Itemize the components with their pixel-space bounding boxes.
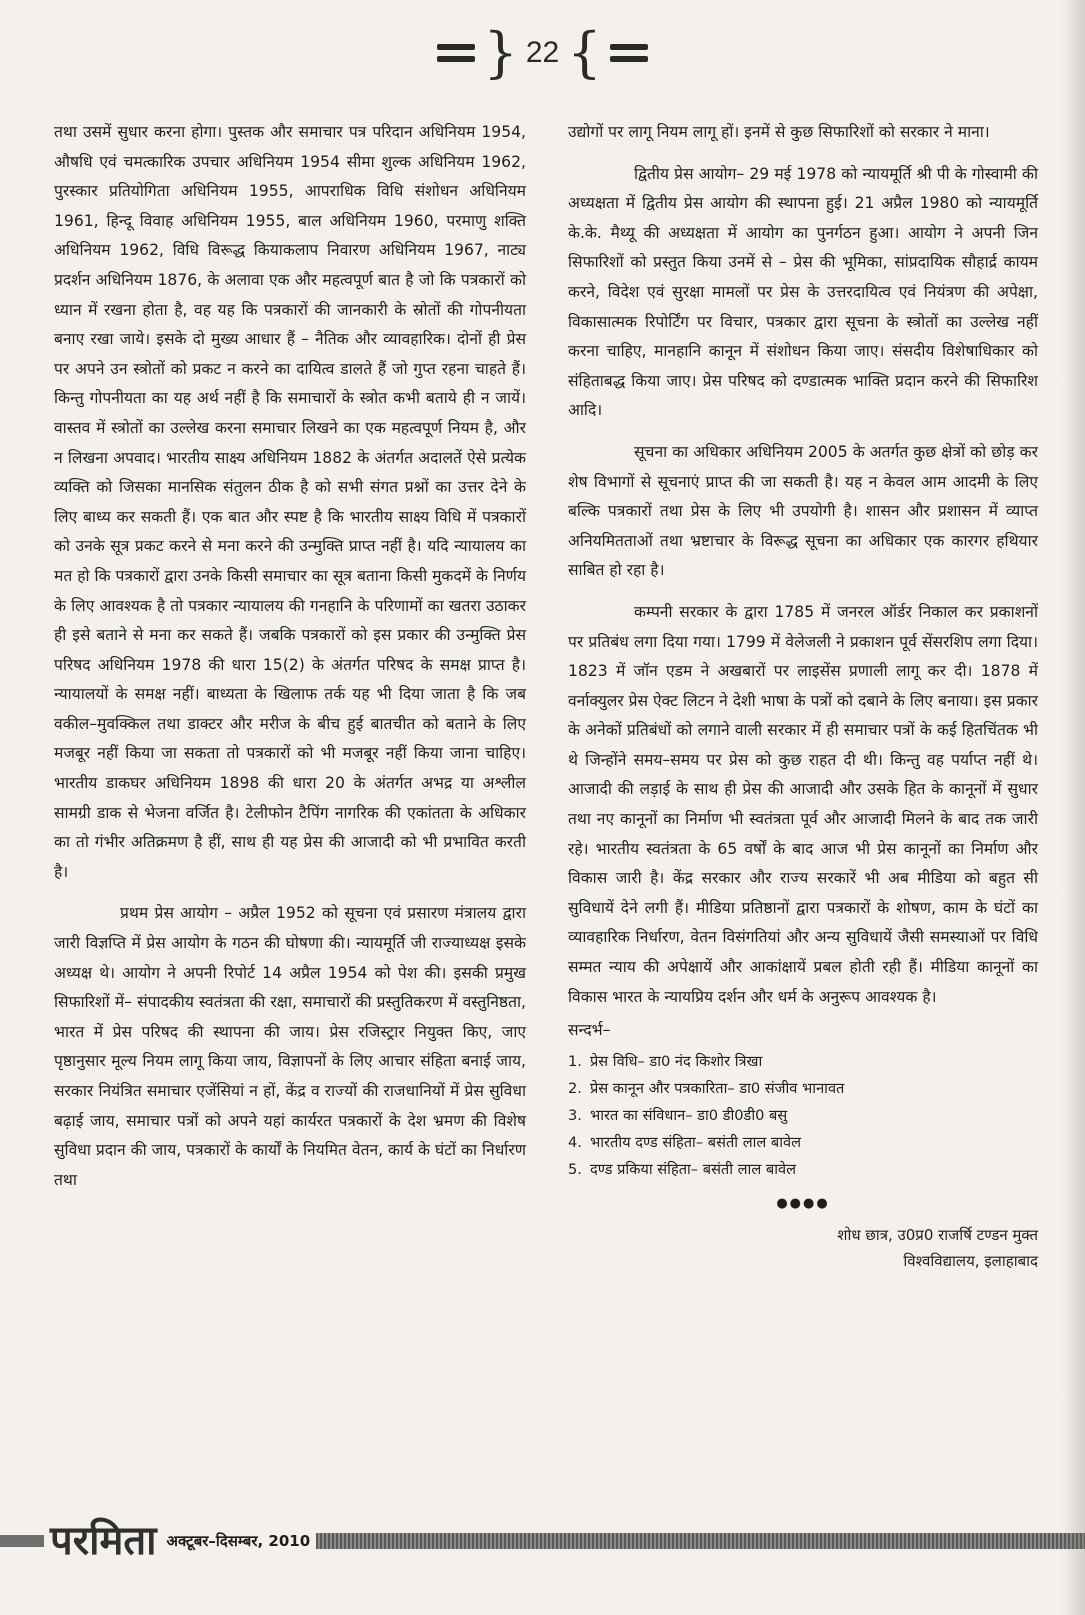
page-footer	[0, 1517, 1085, 1564]
author-affiliation	[568, 1222, 1038, 1274]
author-line-2: विश्वविद्यालय, इलाहाबाद	[903, 1252, 1038, 1271]
left-paragraph-2: प्रथम प्रेस आयोग – अप्रैल 1952 को सूचना एवं प्रसारण मंत्रालय द्वारा जारी विज्ञप्ति में प्रेस आयोग के गठन की घोषणा की। न्यायमूर्ति जी राज्याध्यक्ष इसके अध्यक्ष थे। आयोग ने अपनी रिपोर्ट 14 अप्रैल 1954 को पेश की। इसकी प्रमुख सिफारिशों में– संपादकीय स्वतंत्रता की रक्षा, समाचारों की प्रस्तुतिकरण में वस्तुनिष्ठता, भारत में प्रेस परिषद की स्थापना की जाय। प्रेस रजिस्ट्रार नियुक्त किए, जाए पृष्ठानुसार मूल्य नियम लागू किया जाय, विज्ञापनों के लिए आचार संहिता बनाई जाय, सरकार नियंत्रित समाचार एजेंसियां न हों, केंद्र व राज्यों की राजधानियों में प्रेस सुविधा बढ़ाई जाय, समाचार पत्रों को अपने यहां कार्यरत पत्रकारों के देश भ्रमण की विशेष सुविधा प्रदान की जाय, पत्रकारों के कार्यों के नियमित वेतन, कार्य के घंटों का निर्धारण तथा	[54, 904, 526, 1189]
footer-left-rule	[0, 1535, 44, 1547]
page-header	[0, 18, 1085, 88]
right-paragraph-2: द्वितीय प्रेस आयोग– 29 मई 1978 को न्यायमूर्ति श्री पी के गोस्वामी की अध्यक्षता में द्वितीय प्रेस आयोग की स्थापना हुई। 21 अप्रैल 1980 को न्यायमूर्ति के.के. मैथ्यू की अध्यक्षता में आयोग का पुनर्गठन हुआ। आयोग ने अपनी जिन सिफारिशों को प्रस्तुत किया उनमें से – प्रेस की भूमिका, सांप्रदायिक सौहार्द्र कायम करने, विदेश एवं सुरक्षा मामलों पर प्रेस के उत्तरदायित्व एवं नियंत्रण की अपेक्षा, विकासात्मक रिपोर्टिंग पर विचार, पत्रकार द्वारा सूचना के स्त्रोतों का उल्लेख नहीं करना चाहिए, मानहानि कानून में संशोधन किया जाए। संसदीय विशेषाधिकार को संहिताबद्ध किया जाए। प्रेस परिषद को दण्डात्मक भाक्ति प्रदान करने की सिफारिश आदि।	[568, 164, 1038, 420]
author-line-1: शोध छात्र, उ0प्र0 राजर्षि टण्डन मुक्त	[837, 1226, 1038, 1245]
reference-item: 3. भारत का संविधान– डा0 डी0डी0 बसु	[568, 1106, 788, 1124]
page-edge-shadow	[1061, 0, 1085, 1615]
right-column	[568, 118, 1038, 1274]
right-brace-ornament: {	[567, 21, 602, 84]
left-column	[54, 118, 526, 1195]
right-paragraph-1: उद्योगों पर लागू नियम लागू हों। इनमें से कुछ सिफारिशों को सरकार ने माना।	[568, 123, 990, 141]
page-number-ornament	[437, 21, 647, 84]
reference-item: 4. भारतीय दण्ड संहिता– बसंती लाल बावेल	[568, 1133, 802, 1151]
reference-item: 1. प्रेस विधि– डा0 नंद किशोर त्रिखा	[568, 1052, 763, 1070]
references-list	[568, 1048, 1038, 1183]
right-paragraph-4: कम्पनी सरकार के द्वारा 1785 में जनरल ऑर्डर निकाल कर प्रकाशनों पर प्रतिबंध लगा दिया गया। 1799 में वेलेजली ने प्रकाशन पूर्व सेंसरशिप लगा दिया। 1823 में जॉन एडम ने अखबारों पर लाइसेंस प्रणाली लागू कर दी। 1878 में वर्नाक्युलर प्रेस ऐक्ट लिटन ने देशी भाषा के पत्रों को दबाने के लिए बनाया। इस प्रकार के अनेकों प्रतिबंधों को लगाने वाली सरकार में ही समाचार पत्रों के कई हितचिंतक भी थे जिन्होंने समय–समय पर प्रेस को कुछ राहत दी थी। किन्तु वह पर्याप्त नहीं थे। आजादी की लड़ाई के साथ ही प्रेस की आजादी और उसके हित के कानूनों में सुधार तथा नए कानूनों का निर्माण भी स्वतंत्रता पूर्व और आजादी मिलने के बाद तक जारी रहे। भारतीय स्वतंत्रता के 65 वर्षों के बाद आज भी प्रेस कानूनों का निर्माण और विकास जारी है। केंद्र सरकार और राज्य सरकारें भी अब मीडिया को बहुत सी सुविधायें देने लगी हैं। मीडिया प्रतिष्ठानों द्वारा पत्रकारों के शोषण, काम के घंटों का व्यावहारिक निर्धारण, वेतन विसंगतियां और अन्य सुविधायें जैसी समस्याओं पर विधि सम्मत न्याय की अपेक्षायें और आकांक्षायें प्रबल होती रही हैं। मीडिया कानूनों का विकास भारत के न्यायप्रिय दर्शन और धर्म के अनुरूप आवश्यक है।	[568, 602, 1038, 1006]
right-paragraph-3: सूचना का अधिकार अधिनियम 2005 के अतर्गत कुछ क्षेत्रों को छोड़ कर शेष विभागों से सूचनाएं प्राप्त की जा सकती है। यह न केवल आम आदमी के लिए बल्कि पत्रकारों तथा प्रेस के लिए भी उपयोगी है। शासन और प्रशासन में व्याप्त अनियमितताओं तथा भ्रष्टाचार के विरूद्ध सूचना का अधिकार एक कारगर हथियार साबित हो रहा है।	[568, 442, 1038, 580]
reference-item: 5. दण्ड प्रकिया संहिता– बसंती लाल बावेल	[568, 1160, 796, 1178]
left-paragraph-1: तथा उसमें सुधार करना होगा। पुस्तक और समाचार पत्र परिदान अधिनियम 1954, औषधि एवं चमत्कारिक उपचार अधिनियम 1954 सीमा शुल्क अधिनियम 1962, पुरस्कार प्रतियोगिता अधिनियम 1955, आपराधिक विधि संशोधन अधिनियम 1961, हिन्दू विवाह अधिनियम 1955, बाल अधिनियम 1960, परमाणु शक्ति अधिनियम 1962, विधि विरूद्ध कियाकलाप निवारण अधिनियम 1967, नाट्य प्रदर्शन अधिनियम 1876, के अलावा एक और महत्वपूर्ण बात है जो कि पत्रकारों को ध्यान में रखना होता है, वह यह कि पत्रकारों की जानकारी के स्रोतों की गोपनीयता बनाए रखा जाये। इसके दो मुख्य आधार हैं – नैतिक और व्यावहारिक। दोनों ही प्रेस पर अपने उन स्त्रोतों को प्रकट न करने का दायित्व डालते हैं जो गुप्त रहना चाहते हैं। किन्तु गोपनीयता का यह अर्थ नहीं है कि समाचारों के स्त्रोत कभी बताये ही न जायें। वास्तव में स्त्रोतों का उल्लेख करना समाचार लिखने का एक महत्वपूर्ण नियम है, और न लिखना अपवाद। भारतीय साक्ष्य अधिनियम 1882 के अंतर्गत अदालतें ऐसे प्रत्येक व्यक्ति को जिसका मानसिक संतुलन ठीक है को सभी संगत प्रश्नों का उत्तर देने के लिए बाध्य कर सकती हैं। एक बात और स्पष्ट है कि भारतीय साक्ष्य विधि में पत्रकारों को उनके सूत्र प्रकट करने से मना करने की उन्मुक्ति प्राप्त नहीं है। यदि न्यायालय का मत हो कि पत्रकारों द्वारा उनके किसी समाचार का सूत्र बताना किसी मुकदमें के निर्णय के लिए आवश्यक है तो पत्रकार न्यायालय की गनहानि के परिणामों का खतरा उठाकर ही इसे बताने से मना कर सकते हैं। जबकि पत्रकारों को इस प्रकार की उन्मुक्ति प्रेस परिषद अधिनियम 1978 की धारा 15(2) के अंतर्गत परिषद के समक्ष प्राप्त है। न्यायालयों के समक्ष नहीं। बाध्यता के खिलाफ तर्क यह भी दिया जाता है कि जब वकील–मुवक्किल तथा डाक्टर और मरीज के बीच हुई बातचीत को बताने के लिए मजबूर नहीं किया जा सकता तो पत्रकारों को भी मजबूर नहीं किया जाना चाहिए। भारतीय डाकघर अधिनियम 1898 की धारा 20 के अंतर्गत अभद्र या अश्लील सामग्री डाक से भेजना वर्जित है। टेलीफोन टैपिंग नागरिक की एकांतता के अधिकार का तो गंभीर अतिक्रमण है हीं, साथ ही यह प्रेस की आजादी को भी प्रभावित करती है।	[54, 123, 526, 881]
footer-rule	[316, 1533, 1085, 1549]
references-section	[568, 1016, 1038, 1274]
left-brace-ornament: }	[483, 21, 518, 84]
references-title: सन्दर्भ–	[568, 1021, 611, 1040]
issue-date: अक्टूबर–दिसम्बर, 2010	[166, 1532, 311, 1550]
reference-item: 2. प्रेस कानून और पत्रकारिता– डा0 संजीव भानावत	[568, 1079, 845, 1097]
magazine-title: परमिता	[50, 1517, 157, 1564]
left-ornament-bars	[437, 44, 475, 62]
section-separator: ●●●●	[776, 1195, 830, 1211]
page-number: 22	[525, 36, 560, 69]
right-ornament-bars	[610, 44, 648, 62]
